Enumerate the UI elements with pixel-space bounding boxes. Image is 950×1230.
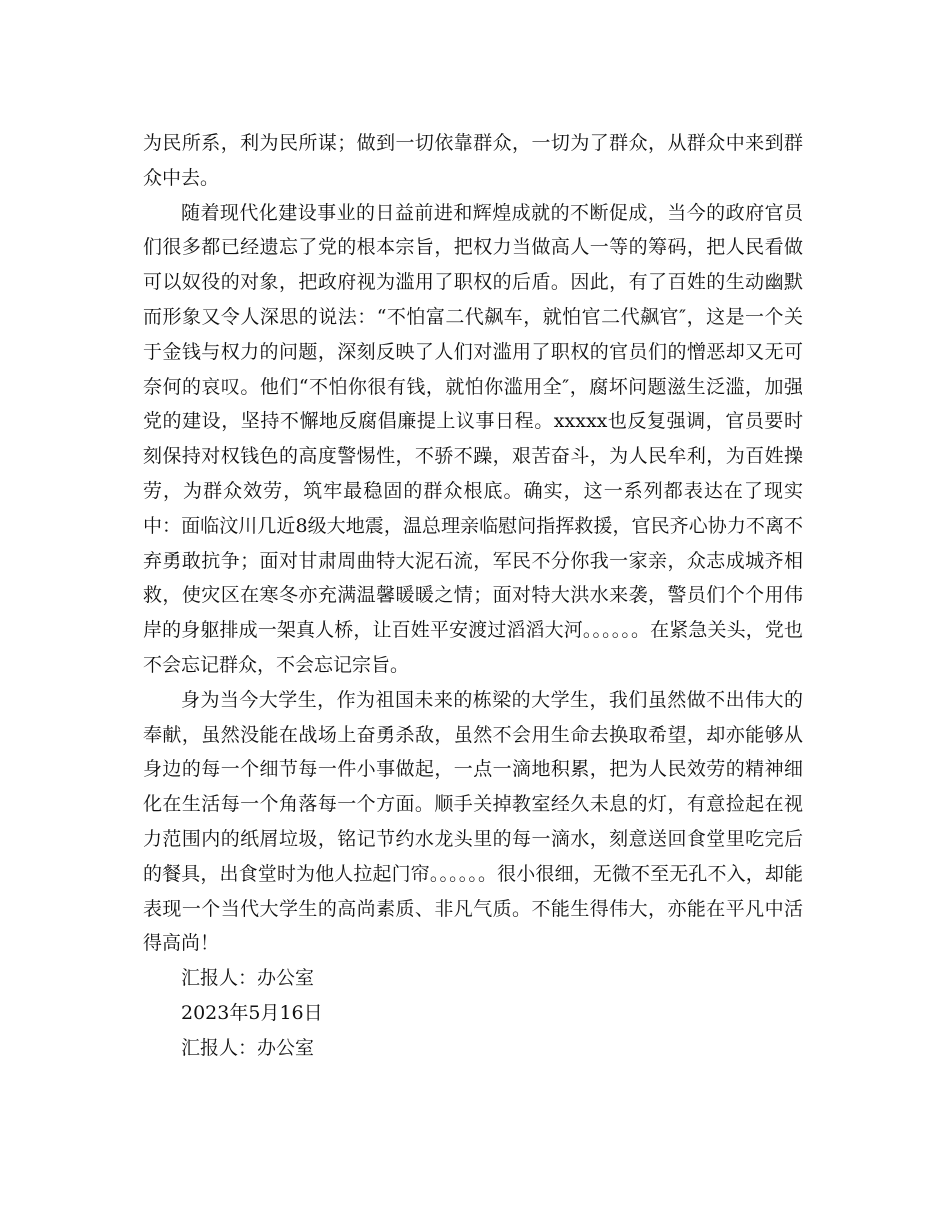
paragraph-3: 身为当今大学生，作为祖国未来的栋梁的大学生，我们虽然做不出伟大的奉献，虽然没能在战场上奋勇杀敌，虽然不会用生命去换取希望，却亦能够从身边的每一个细节每一件小事做起，一点一滴地积累，把为人民效劳的精神细化在生活每一个角落每一个方面。顺手关掉教室经久未息的灯，有意捡起在视力范围内的纸屑垃圾，铭记节约水龙头里的每一滴水，刻意送回食堂里吃完后的餐具，出食堂时为他人拉起门帘。。。。。。很小很细，无微不至无孔不入，却能表现一个当代大学生的高尚素质、非凡气质。不能生得伟大，亦能在平凡中活得高尚！ (143, 688, 803, 955)
reporter-line-1: 汇报人：办公室 (181, 967, 315, 990)
report-date: 2023年5月16日 (181, 1001, 323, 1024)
document-body (143, 126, 803, 1066)
reporter-line-2: 汇报人：办公室 (181, 1036, 315, 1059)
paragraph-2: 随着现代化建设事业的日益前进和辉煌成就的不断促成，当今的政府官员们很多都已经遗忘了党的根本宗旨，把权力当做高人一等的筹码，把人民看做可以奴役的对象，把政府视为滥用了职权的后盾。因此，有了百姓的生动幽默而形象又令人深思的说法：“不怕富二代飙车，就怕官二代飙官″，这是一个关于金钱与权力的问题，深刻反映了人们对滥用了职权的官员们的憎恶却又无可奈何的哀叹。他们“不怕你很有钱，就怕你滥用全″，腐坏问题滋生泛滥，加强党的建设，坚持不懈地反腐倡廉提上议事日程。xxxxx也反复强调，官员要时刻保持对权钱色的高度警惕性，不骄不躁，艰苦奋斗，为人民牟利，为百姓操劳，为群众效劳，筑牢最稳固的群众根底。确实，这一系列都表达在了现实中：面临汶川几近8级大地震，温总理亲临慰问指挥救援，官民齐心协力不离不弃勇敢抗争；面对甘肃周曲特大泥石流，军民不分你我一家亲，众志成城齐相救，使灾区在寒冬亦充满温馨暖暖之情；面对特大洪水来袭，警员们个个用伟岸的身躯排成一架真人桥，让百姓平安渡过滔滔大河。。。。。。在紧急关头，党也不会忘记群众，不会忘记宗旨。 (143, 201, 803, 676)
paragraph-1: 为民所系，利为民所谋；做到一切依靠群众，一切为了群众，从群众中来到群众中去。 (143, 132, 803, 189)
